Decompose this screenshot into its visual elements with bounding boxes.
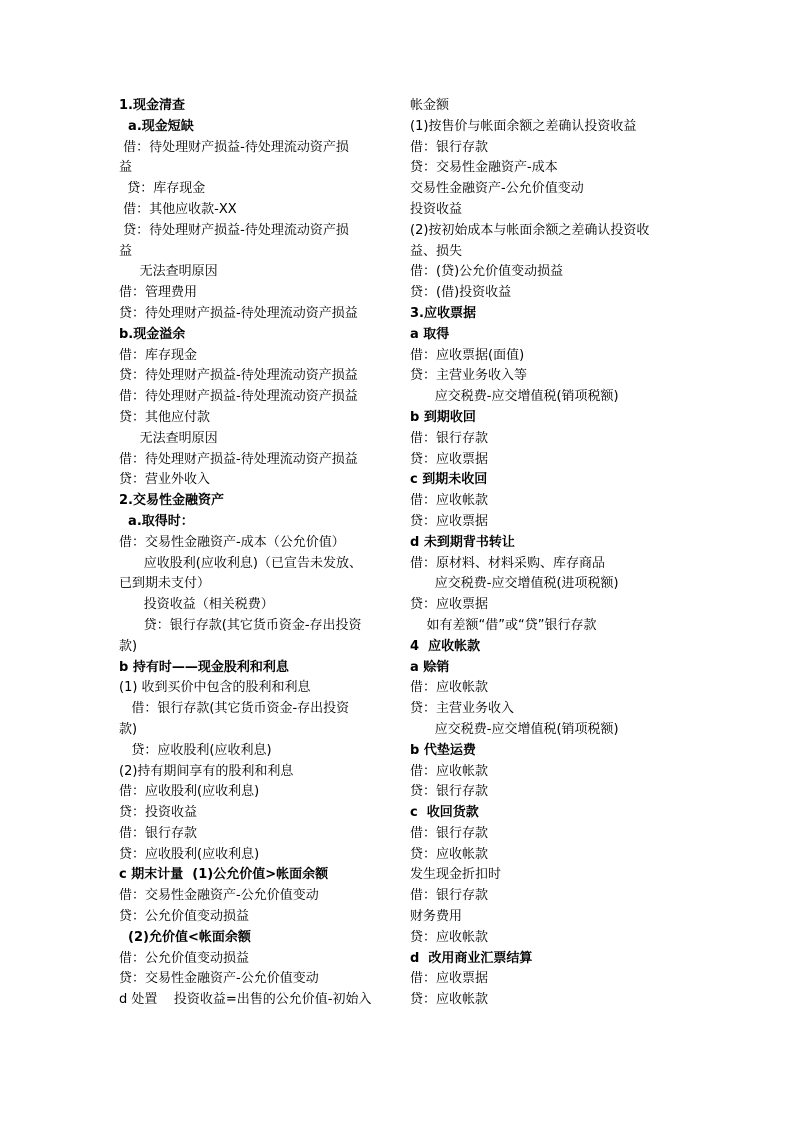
section-heading: b 代垫运费: [410, 742, 476, 758]
text-line: 贷：交易性金融资产-成本: [410, 160, 558, 176]
section-heading: b 到期收回: [410, 409, 476, 425]
text-line: 借：应收帐款: [410, 680, 489, 696]
section-heading: c 期末计量 (1)公允价值>帐面余额: [119, 867, 329, 883]
section-heading: c 收回货款: [410, 805, 479, 821]
text-line: 贷：应收帐款: [410, 992, 489, 1008]
text-line: 借：公允价值变动损益: [119, 950, 250, 966]
section-heading: 1.现金清查: [119, 98, 185, 113]
text-line: 贷：待处理财产损益-待处理流动资产损益: [119, 368, 358, 384]
text-line: 贷：公允价值变动损益: [119, 909, 250, 925]
text-line: 贷：应收票据: [410, 597, 489, 613]
text-line: 款): [119, 721, 138, 737]
text-line: 投资收益（相关税费）: [119, 597, 274, 613]
text-line: 贷：应收股利(应收利息): [119, 742, 272, 758]
text-line: 借：待处理财产损益-待处理流动资产损: [119, 139, 349, 155]
text-line: 借：原材料、材料采购、库存商品: [410, 555, 606, 571]
text-line: 借：应收帐款: [410, 763, 489, 779]
text-line: 贷：应收帐款: [410, 846, 489, 862]
text-line: 借：待处理财产损益-待处理流动资产损益: [119, 389, 358, 405]
text-line: 贷：(借)投资收益: [410, 285, 512, 301]
text-line: 贷：银行存款(其它货币资金-存出投资: [119, 617, 362, 633]
text-line: 如有差额“借”或“贷”银行存款: [410, 617, 597, 633]
text-line: 益、损失: [410, 243, 463, 259]
text-line: d 处置 投资收益=出售的公允价值-初始入: [119, 992, 372, 1008]
text-line: 贷：应收票据: [410, 513, 489, 529]
text-line: 借：交易性金融资产-成本（公允价值）: [119, 534, 345, 550]
text-line: 无法查明原因: [119, 264, 218, 280]
section-heading: a.现金短缺: [119, 118, 194, 134]
text-line: 贷：主营业务收入: [410, 701, 515, 717]
section-heading: d 未到期背书转让: [410, 534, 515, 550]
text-line: 借：银行存款: [119, 825, 198, 841]
text-line: 借：应收票据(面值): [410, 347, 525, 363]
section-heading: b.现金溢余: [119, 326, 186, 342]
text-line: 借：银行存款: [410, 430, 489, 446]
right-column: [410, 96, 700, 1011]
text-line: (1)按售价与帐面余额之差确认投资收益: [410, 118, 637, 134]
text-line: 借：银行存款(其它货币资金-存出投资: [119, 701, 350, 717]
text-line: (2)持有期间享有的股利和利息: [119, 763, 294, 779]
text-line: 应交税费-应交增值税(销项税额): [410, 389, 619, 405]
text-line: 借：银行存款: [410, 139, 489, 155]
text-line: 贷：营业外收入: [119, 472, 211, 488]
section-heading: a 赊销: [410, 659, 450, 675]
text-line: 借：待处理财产损益-待处理流动资产损益: [119, 451, 358, 467]
section-heading: d 改用商业汇票结算: [410, 950, 533, 966]
section-heading: (2)允价值<帐面余额: [119, 929, 251, 945]
text-line: 借：管理费用: [119, 285, 198, 301]
text-line: 益: [119, 243, 133, 259]
text-line: 借：其他应收款-XX: [119, 201, 237, 217]
text-line: 帐金额: [410, 98, 450, 113]
section-heading: b 持有时——现金股利和利息: [119, 659, 289, 675]
text-line: 贷：库存现金: [119, 181, 206, 197]
text-line: 借：应收股利(应收利息): [119, 784, 260, 800]
text-line: 贷：待处理财产损益-待处理流动资产损: [119, 222, 349, 238]
section-heading: c 到期未收回: [410, 472, 488, 488]
text-line: 借：银行存款: [410, 888, 489, 904]
text-line: 贷：应收帐款: [410, 929, 489, 945]
text-line: 贷：投资收益: [119, 805, 198, 821]
text-line: 发生现金折扣时: [410, 867, 502, 883]
text-line: 款): [119, 638, 138, 654]
text-line: 借：(贷)公允价值变动损益: [410, 264, 564, 280]
text-line: 贷：应收股利(应收利息): [119, 846, 260, 862]
left-column: [119, 96, 397, 1011]
text-line: 财务费用: [410, 909, 463, 925]
text-line: 应收股利(应收利息)（已宣告未发放、: [119, 555, 362, 571]
text-line: 贷：待处理财产损益-待处理流动资产损益: [119, 305, 358, 321]
text-line: 贷：应收票据: [410, 451, 489, 467]
text-line: 应交税费-应交增值税(进项税额): [410, 576, 619, 592]
text-line: 借：银行存款: [410, 825, 489, 841]
text-line: 无法查明原因: [119, 430, 218, 446]
text-line: 借：应收票据: [410, 971, 489, 987]
text-line: 借：库存现金: [119, 347, 198, 363]
section-heading: 2.交易性金融资产: [119, 493, 224, 509]
text-line: 交易性金融资产-公允价值变动: [410, 181, 584, 197]
section-heading: 4 应收帐款: [410, 638, 481, 654]
text-line: 贷：银行存款: [410, 784, 489, 800]
text-line: 贷：其他应付款: [119, 409, 211, 425]
text-line: (2)按初始成本与帐面余额之差确认投资收: [410, 222, 650, 238]
section-heading: a.取得时：: [119, 513, 194, 529]
text-line: 贷：交易性金融资产-公允价值变动: [119, 971, 319, 987]
text-line: 应交税费-应交增值税(销项税额): [410, 721, 619, 737]
text-line: 投资收益: [410, 201, 463, 217]
text-line: 已到期未支付）: [119, 576, 211, 592]
text-line: 借：应收帐款: [410, 493, 489, 509]
section-heading: 3.应收票据: [410, 305, 476, 321]
text-line: 借：交易性金融资产-公允价值变动: [119, 888, 319, 904]
section-heading: a 取得: [410, 326, 450, 342]
text-line: 贷：主营业务收入等: [410, 368, 528, 384]
text-line: (1) 收到买价中包含的股利和利息: [119, 680, 311, 696]
text-line: 益: [119, 160, 133, 176]
